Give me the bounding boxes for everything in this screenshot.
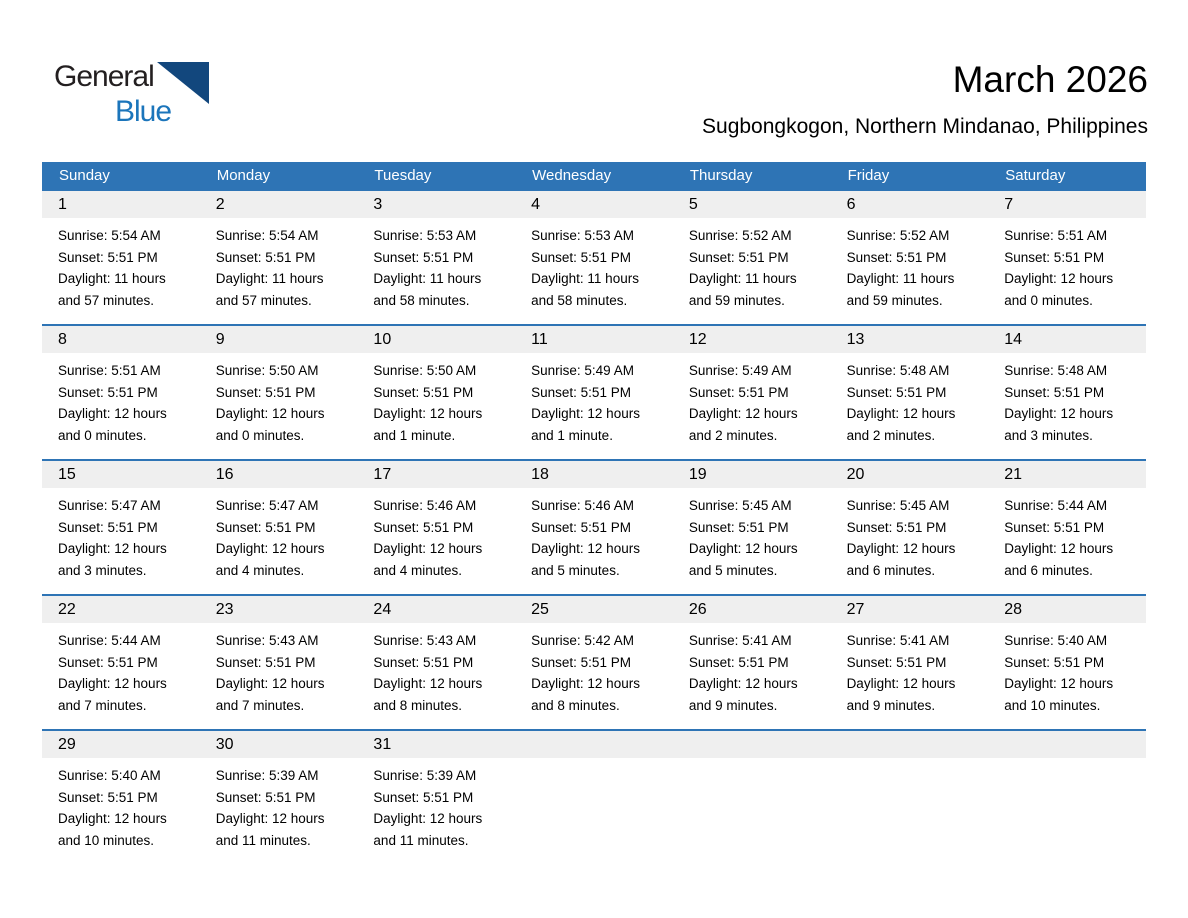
- day-number: 5: [673, 191, 831, 218]
- sunrise-text: Sunrise: 5:47 AM: [215, 498, 319, 513]
- day-number: [988, 731, 1146, 758]
- daylight-text: Daylight: 12 hours and 11 minutes.: [215, 811, 325, 848]
- sunrise-text: Sunrise: 5:52 AM: [688, 228, 792, 243]
- day-number: 4: [515, 191, 673, 218]
- day-cell: [831, 596, 989, 729]
- daylight-text: Daylight: 12 hours and 11 minutes.: [373, 811, 483, 848]
- day-cell: [673, 191, 831, 324]
- day-number: 30: [200, 731, 358, 758]
- day-cell: [357, 596, 515, 729]
- sunrise-text: Sunrise: 5:49 AM: [531, 363, 634, 378]
- day-number: 28: [988, 596, 1146, 623]
- daylight-text: Daylight: 12 hours and 8 minutes.: [373, 676, 483, 713]
- day-details: [831, 488, 979, 581]
- day-number: 13: [831, 326, 989, 353]
- daylight-text: Daylight: 12 hours and 7 minutes.: [58, 676, 167, 713]
- sunrise-text: Sunrise: 5:48 AM: [846, 363, 950, 378]
- day-number: [515, 731, 673, 758]
- sunset-text: Sunset: 5:51 PM: [215, 789, 316, 805]
- sunset-text: Sunset: 5:51 PM: [1004, 519, 1105, 535]
- day-details: [831, 353, 979, 446]
- day-number: 1: [42, 191, 200, 218]
- day-details: [831, 218, 979, 311]
- sunrise-text: Sunrise: 5:48 AM: [1004, 363, 1108, 378]
- weekday-header-tuesday: Tuesday: [374, 167, 432, 184]
- sunset-text: Sunset: 5:51 PM: [58, 654, 158, 670]
- sunrise-text: Sunrise: 5:41 AM: [846, 633, 950, 648]
- sunrise-text: Sunrise: 5:51 AM: [1004, 228, 1108, 243]
- sunrise-text: Sunrise: 5:45 AM: [846, 498, 950, 513]
- day-number: 25: [515, 596, 673, 623]
- day-cell: [515, 596, 673, 729]
- sunrise-text: Sunrise: 5:46 AM: [531, 498, 634, 513]
- sunset-text: Sunset: 5:51 PM: [531, 519, 631, 535]
- month-title: March 2026: [952, 59, 1148, 100]
- day-number: 6: [831, 191, 989, 218]
- day-cell: [515, 191, 673, 324]
- week-row: [42, 459, 1146, 594]
- logo-text-blue: Blue: [115, 95, 172, 128]
- sunset-text: Sunset: 5:51 PM: [58, 249, 158, 265]
- sunset-text: Sunset: 5:51 PM: [1004, 384, 1105, 400]
- day-number: 3: [357, 191, 515, 218]
- sunset-text: Sunset: 5:51 PM: [373, 789, 474, 805]
- sunset-text: Sunset: 5:51 PM: [58, 789, 158, 805]
- day-cell: [673, 461, 831, 594]
- day-details: [831, 623, 979, 716]
- sunrise-text: Sunrise: 5:49 AM: [688, 363, 792, 378]
- day-details: [673, 623, 821, 716]
- sunrise-text: Sunrise: 5:51 AM: [58, 363, 161, 378]
- day-number: 22: [42, 596, 200, 623]
- weekday-header-sunday: Sunday: [59, 167, 110, 184]
- weeks-container: [42, 189, 1146, 864]
- title-block: [248, 58, 1148, 140]
- daylight-text: Daylight: 12 hours and 6 minutes.: [846, 541, 956, 578]
- day-number: 19: [673, 461, 831, 488]
- day-details: [357, 218, 505, 311]
- sunset-text: Sunset: 5:51 PM: [373, 654, 474, 670]
- empty-day-cell: [831, 731, 989, 864]
- day-number: 7: [988, 191, 1146, 218]
- day-number: 9: [200, 326, 358, 353]
- sunrise-text: Sunrise: 5:43 AM: [373, 633, 477, 648]
- day-number: 24: [357, 596, 515, 623]
- day-cell: [200, 191, 358, 324]
- day-details: [515, 623, 663, 716]
- sunset-text: Sunset: 5:51 PM: [373, 519, 474, 535]
- weekday-header-friday: Friday: [847, 167, 890, 184]
- day-number: 29: [42, 731, 200, 758]
- sunrise-text: Sunrise: 5:54 AM: [58, 228, 161, 243]
- daylight-text: Daylight: 11 hours and 57 minutes.: [58, 271, 166, 308]
- day-cell: [357, 461, 515, 594]
- daylight-text: Daylight: 12 hours and 3 minutes.: [1004, 406, 1114, 443]
- week-row: [42, 729, 1146, 864]
- sunset-text: Sunset: 5:51 PM: [846, 519, 947, 535]
- daylight-text: Daylight: 11 hours and 57 minutes.: [215, 271, 324, 308]
- day-cell: [515, 461, 673, 594]
- sunrise-text: Sunrise: 5:40 AM: [1004, 633, 1108, 648]
- sunrise-text: Sunrise: 5:53 AM: [531, 228, 634, 243]
- daylight-text: Daylight: 12 hours and 4 minutes.: [215, 541, 325, 578]
- day-cell: [42, 461, 200, 594]
- sunset-text: Sunset: 5:51 PM: [373, 249, 474, 265]
- day-details: [200, 353, 348, 446]
- day-details: [988, 623, 1136, 716]
- week-row: [42, 324, 1146, 459]
- daylight-text: Daylight: 12 hours and 7 minutes.: [215, 676, 325, 713]
- day-cell: [42, 596, 200, 729]
- day-number: 21: [988, 461, 1146, 488]
- daylight-text: Daylight: 12 hours and 0 minutes.: [215, 406, 325, 443]
- daylight-text: Daylight: 12 hours and 3 minutes.: [58, 541, 167, 578]
- sunset-text: Sunset: 5:51 PM: [688, 249, 789, 265]
- sunset-text: Sunset: 5:51 PM: [373, 384, 474, 400]
- sunrise-text: Sunrise: 5:39 AM: [373, 768, 477, 783]
- sunrise-text: Sunrise: 5:45 AM: [688, 498, 792, 513]
- daylight-text: Daylight: 12 hours and 9 minutes.: [846, 676, 956, 713]
- day-details: [673, 488, 821, 581]
- logo-text-general: General: [54, 60, 154, 93]
- sunset-text: Sunset: 5:51 PM: [688, 384, 789, 400]
- sunrise-text: Sunrise: 5:44 AM: [1004, 498, 1108, 513]
- weekday-header-monday: Monday: [216, 167, 271, 184]
- day-number: 23: [200, 596, 358, 623]
- day-details: [515, 488, 663, 581]
- sunset-text: Sunset: 5:51 PM: [1004, 654, 1105, 670]
- sunrise-text: Sunrise: 5:39 AM: [215, 768, 319, 783]
- day-details: [988, 488, 1136, 581]
- sunset-text: Sunset: 5:51 PM: [688, 654, 789, 670]
- sunset-text: Sunset: 5:51 PM: [531, 654, 631, 670]
- week-row: [42, 594, 1146, 729]
- daylight-text: Daylight: 12 hours and 9 minutes.: [688, 676, 798, 713]
- day-cell: [988, 191, 1146, 324]
- day-cell: [831, 191, 989, 324]
- day-details: [200, 488, 348, 581]
- day-number: 20: [831, 461, 989, 488]
- daylight-text: Daylight: 12 hours and 2 minutes.: [846, 406, 956, 443]
- sunset-text: Sunset: 5:51 PM: [531, 384, 631, 400]
- day-details: [673, 353, 821, 446]
- day-cell: [357, 326, 515, 459]
- daylight-text: Daylight: 12 hours and 2 minutes.: [688, 406, 798, 443]
- sunrise-text: Sunrise: 5:43 AM: [215, 633, 319, 648]
- day-cell: [673, 326, 831, 459]
- day-details: [515, 218, 663, 311]
- day-cell: [200, 326, 358, 459]
- sunset-text: Sunset: 5:51 PM: [215, 249, 316, 265]
- sunrise-text: Sunrise: 5:54 AM: [215, 228, 319, 243]
- sunset-text: Sunset: 5:51 PM: [58, 519, 158, 535]
- sunset-text: Sunset: 5:51 PM: [215, 384, 316, 400]
- daylight-text: Daylight: 11 hours and 59 minutes.: [846, 271, 955, 308]
- sunset-text: Sunset: 5:51 PM: [58, 384, 158, 400]
- location-subtitle: Sugbongkogon, Northern Mindanao, Philippines: [702, 115, 1148, 138]
- day-details: [357, 623, 505, 716]
- weekday-header-saturday: Saturday: [1005, 167, 1066, 184]
- daylight-text: Daylight: 12 hours and 0 minutes.: [1004, 271, 1114, 308]
- daylight-text: Daylight: 12 hours and 1 minute.: [531, 406, 640, 443]
- day-cell: [42, 326, 200, 459]
- daylight-text: Daylight: 12 hours and 10 minutes.: [58, 811, 167, 848]
- daylight-text: Daylight: 12 hours and 4 minutes.: [373, 541, 483, 578]
- sunrise-text: Sunrise: 5:53 AM: [373, 228, 477, 243]
- day-number: 2: [200, 191, 358, 218]
- day-cell: [515, 326, 673, 459]
- daylight-text: Daylight: 12 hours and 1 minute.: [373, 406, 483, 443]
- sunrise-text: Sunrise: 5:41 AM: [688, 633, 792, 648]
- day-details: [42, 758, 190, 851]
- daylight-text: Daylight: 12 hours and 6 minutes.: [1004, 541, 1114, 578]
- daylight-text: Daylight: 11 hours and 58 minutes.: [531, 271, 639, 308]
- daylight-text: Daylight: 12 hours and 5 minutes.: [688, 541, 798, 578]
- week-row: [42, 189, 1146, 324]
- sunset-text: Sunset: 5:51 PM: [1004, 249, 1105, 265]
- empty-day-cell: [673, 731, 831, 864]
- day-details: [42, 488, 190, 581]
- day-cell: [42, 731, 200, 864]
- sunset-text: Sunset: 5:51 PM: [215, 654, 316, 670]
- sunrise-text: Sunrise: 5:52 AM: [846, 228, 950, 243]
- sunset-text: Sunset: 5:51 PM: [215, 519, 316, 535]
- day-cell: [988, 596, 1146, 729]
- daylight-text: Daylight: 12 hours and 10 minutes.: [1004, 676, 1114, 713]
- sunrise-text: Sunrise: 5:50 AM: [215, 363, 319, 378]
- day-details: [42, 218, 190, 311]
- day-number: 14: [988, 326, 1146, 353]
- sunset-text: Sunset: 5:51 PM: [846, 654, 947, 670]
- day-cell: [200, 731, 358, 864]
- day-cell: [200, 596, 358, 729]
- day-details: [357, 758, 505, 851]
- day-cell: [831, 326, 989, 459]
- day-number: 15: [42, 461, 200, 488]
- day-cell: [42, 191, 200, 324]
- day-number: 31: [357, 731, 515, 758]
- sunrise-text: Sunrise: 5:44 AM: [58, 633, 161, 648]
- day-number: 8: [42, 326, 200, 353]
- day-number: 17: [357, 461, 515, 488]
- sunrise-text: Sunrise: 5:47 AM: [58, 498, 161, 513]
- day-details: [200, 218, 348, 311]
- day-number: 16: [200, 461, 358, 488]
- day-number: 26: [673, 596, 831, 623]
- day-cell: [200, 461, 358, 594]
- daylight-text: Daylight: 12 hours and 0 minutes.: [58, 406, 167, 443]
- day-number: 10: [357, 326, 515, 353]
- day-details: [988, 353, 1136, 446]
- daylight-text: Daylight: 11 hours and 58 minutes.: [373, 271, 482, 308]
- day-details: [357, 488, 505, 581]
- empty-day-cell: [515, 731, 673, 864]
- day-number: 27: [831, 596, 989, 623]
- daylight-text: Daylight: 12 hours and 5 minutes.: [531, 541, 640, 578]
- weekday-header-wednesday: Wednesday: [532, 167, 612, 184]
- day-cell: [357, 191, 515, 324]
- sunrise-text: Sunrise: 5:50 AM: [373, 363, 477, 378]
- day-cell: [831, 461, 989, 594]
- weekday-header-row: [42, 162, 1146, 189]
- day-details: [988, 218, 1136, 311]
- day-details: [357, 353, 505, 446]
- day-cell: [357, 731, 515, 864]
- day-number: 18: [515, 461, 673, 488]
- sunset-text: Sunset: 5:51 PM: [531, 249, 631, 265]
- day-number: 11: [515, 326, 673, 353]
- sunset-text: Sunset: 5:51 PM: [846, 384, 947, 400]
- sunrise-text: Sunrise: 5:46 AM: [373, 498, 477, 513]
- day-cell: [673, 596, 831, 729]
- day-details: [42, 623, 190, 716]
- day-details: [515, 353, 663, 446]
- day-cell: [988, 326, 1146, 459]
- calendar-table: [42, 162, 1146, 864]
- general-blue-logo: [54, 60, 209, 127]
- weekday-header-thursday: Thursday: [689, 167, 753, 184]
- sunrise-text: Sunrise: 5:42 AM: [531, 633, 634, 648]
- sunset-text: Sunset: 5:51 PM: [688, 519, 789, 535]
- daylight-text: Daylight: 12 hours and 8 minutes.: [531, 676, 640, 713]
- day-details: [42, 353, 190, 446]
- sunset-text: Sunset: 5:51 PM: [846, 249, 947, 265]
- day-number: [673, 731, 831, 758]
- day-number: 12: [673, 326, 831, 353]
- day-number: [831, 731, 989, 758]
- day-cell: [988, 461, 1146, 594]
- day-details: [673, 218, 821, 311]
- day-details: [200, 758, 348, 851]
- day-details: [200, 623, 348, 716]
- empty-day-cell: [988, 731, 1146, 864]
- sunrise-text: Sunrise: 5:40 AM: [58, 768, 161, 783]
- daylight-text: Daylight: 11 hours and 59 minutes.: [688, 271, 797, 308]
